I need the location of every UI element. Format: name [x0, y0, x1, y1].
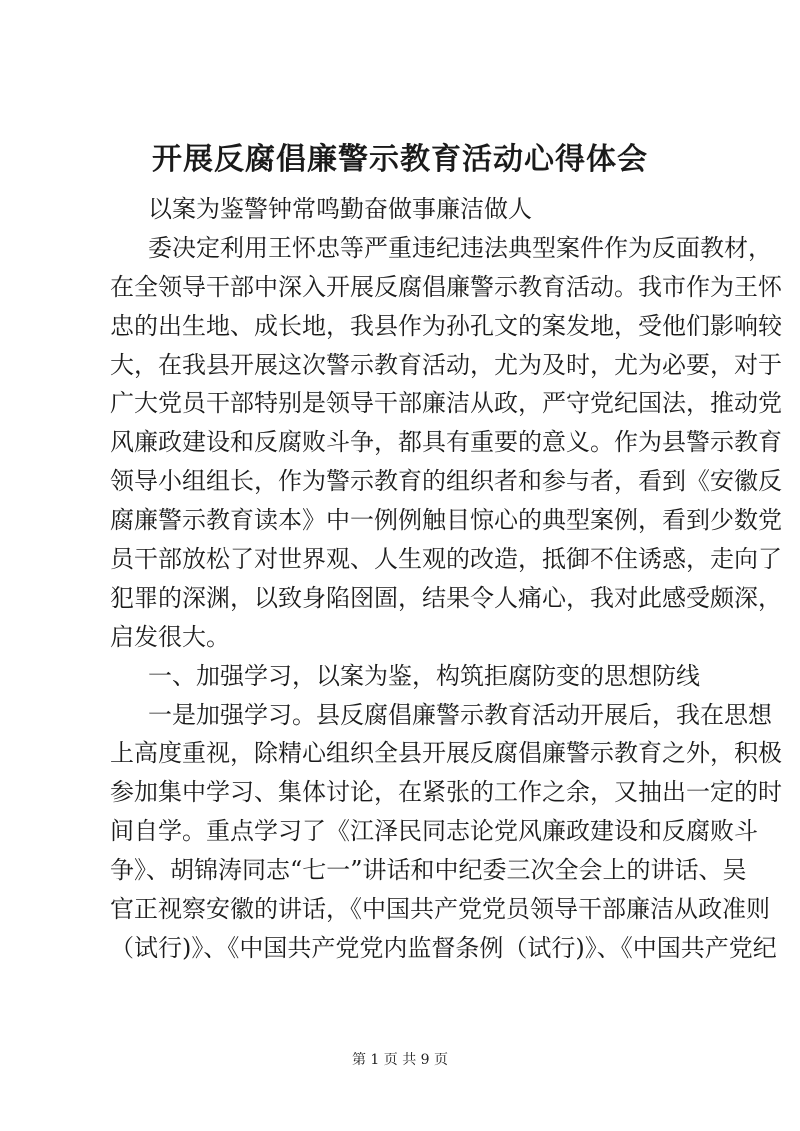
- document-body: [110, 190, 782, 968]
- text-line: 风廉政建设和反腐败斗争，都具有重要的意义。作为县警示教育: [110, 428, 782, 457]
- text-line: 委决定利用王怀忠等严重违纪违法典型案件作为反面教材，: [148, 233, 772, 262]
- text-line: 忠的出生地、成长地，我县作为孙孔文的案发地，受他们影响较: [110, 311, 782, 340]
- text-line: 一、加强学习，以案为鉴，构筑拒腐防变的思想防线: [148, 661, 700, 690]
- text-line: 腐廉警示教育读本》中一例例触目惊心的典型案例，看到少数党: [110, 506, 782, 535]
- text-line: 争》、胡锦涛同志“七一”讲话和中纪委三次全会上的讲话、吴: [110, 856, 747, 885]
- text-line: 广大党员干部特别是领导干部廉洁从政，严守党纪国法，推动党: [110, 389, 782, 418]
- text-line: 在全领导干部中深入开展反腐倡廉警示教育活动。我市作为王怀: [110, 272, 782, 301]
- page-footer: 第 1 页 共 9 页: [351, 1052, 449, 1068]
- text-line: 大，在我县开展这次警示教育活动，尤为及时，尤为必要，对于: [110, 350, 782, 379]
- text-line: 上高度重视，除精心组织全县开展反腐倡廉警示教育之外，积极: [110, 739, 782, 768]
- text-line: 官正视察安徽的讲话，《中国共产党党员领导干部廉洁从政准则: [110, 895, 770, 924]
- text-line: 启发很大。: [110, 622, 230, 651]
- text-line: 一是加强学习。县反腐倡廉警示教育活动开展后，我在思想: [148, 700, 772, 729]
- text-line: 员干部放松了对世界观、人生观的改造，抵御不住诱惑，走向了: [110, 545, 782, 574]
- text-line: 犯罪的深渊，以致身陷囹圄，结果令人痛心，我对此感受颇深，: [110, 583, 782, 612]
- text-line: （试行)》、《中国共产党党内监督条例（试行)》、《中国共产党纪: [110, 933, 777, 962]
- text-line: 参加集中学习、集体讨论，在紧张的工作之余，又抽出一定的时: [110, 778, 782, 807]
- text-line: 间自学。重点学习了《江泽民同志论党风廉政建设和反腐败斗: [110, 817, 758, 846]
- text-line: 以案为鉴警钟常鸣勤奋做事廉洁做人: [148, 195, 532, 223]
- document-title: 开展反腐倡廉警示教育活动心得体会: [152, 142, 648, 177]
- text-line: 领导小组组长，作为警示教育的组织者和参与者，看到《安徽反: [110, 467, 782, 496]
